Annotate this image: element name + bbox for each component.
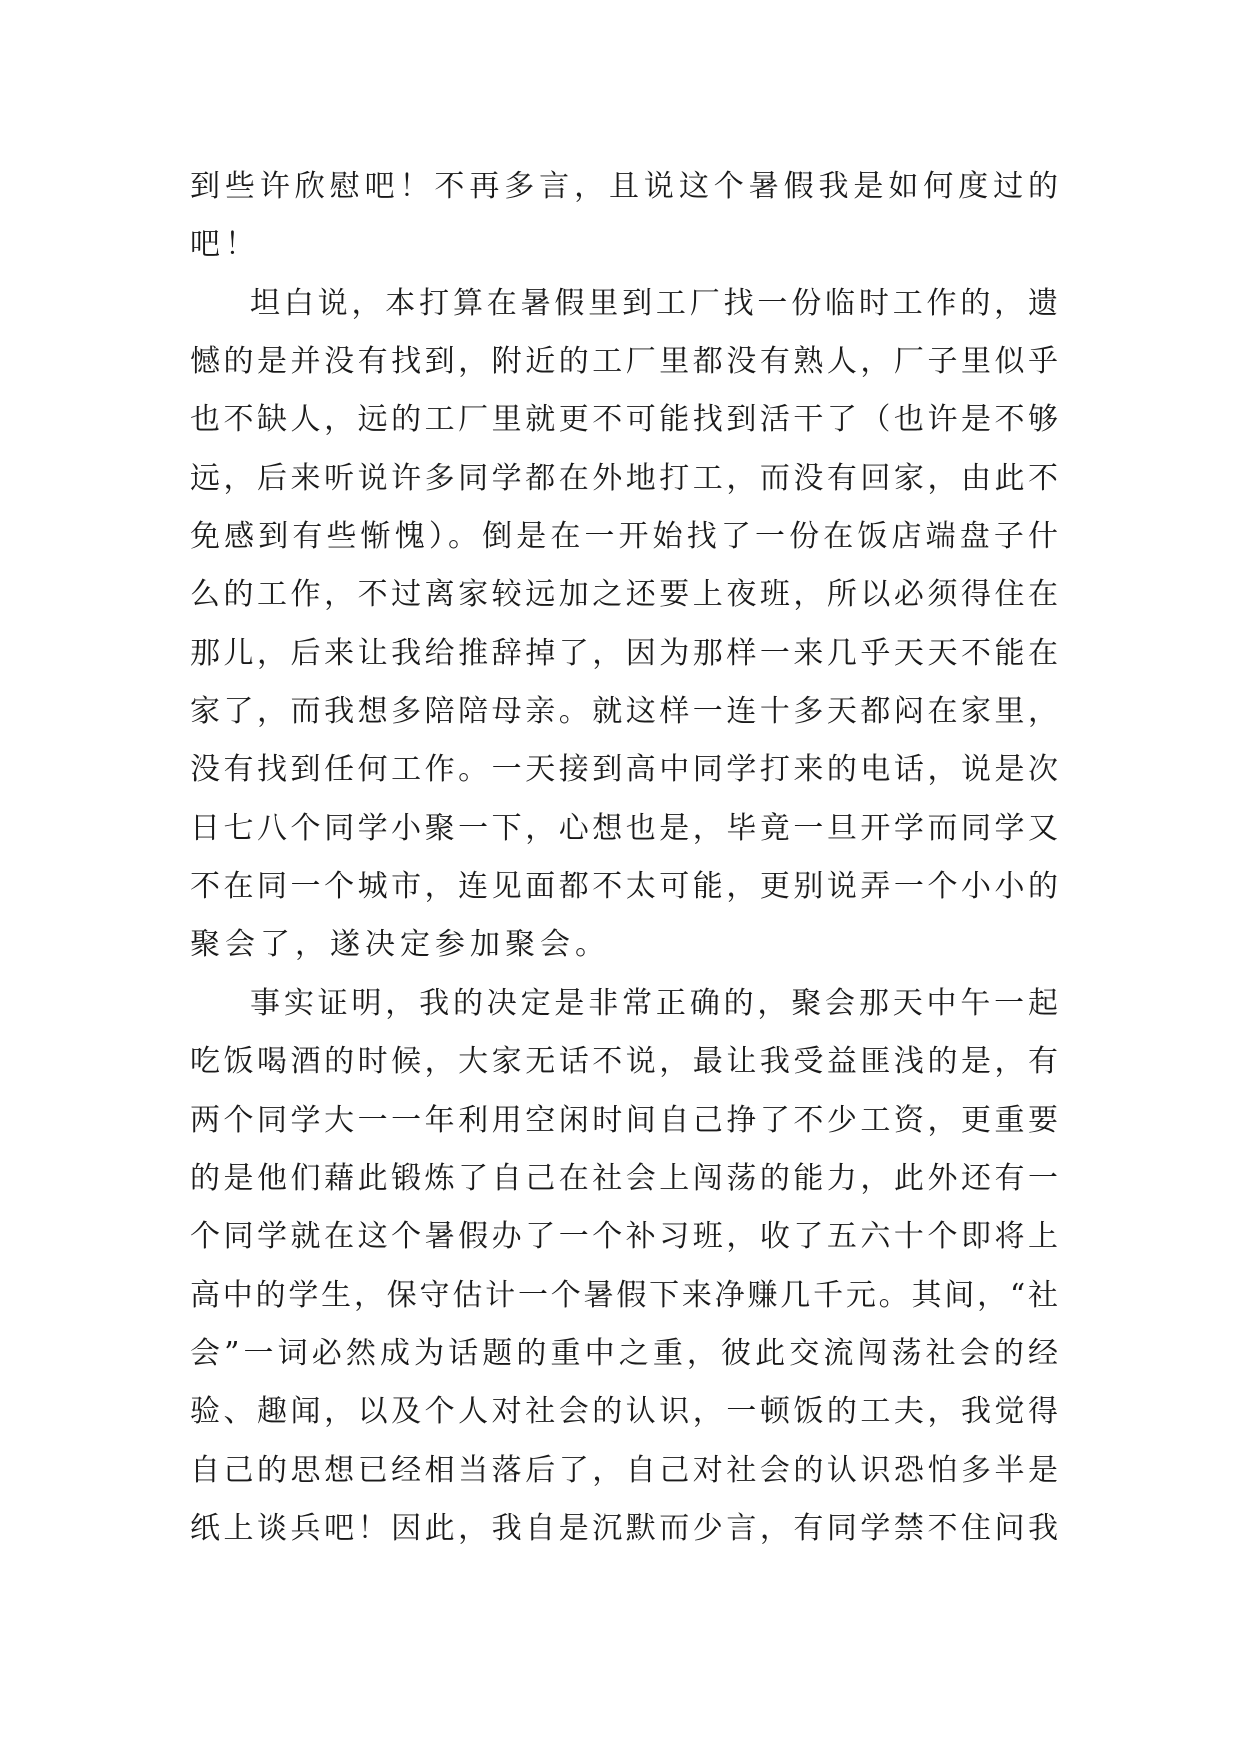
text-line: 吃饭喝酒的时候，大家无话不说，最让我受益匪浅的是，有 xyxy=(190,1044,1058,1080)
text-line: 验、趣闻，以及个人对社会的认识，一顿饭的工夫，我觉得 xyxy=(190,1394,1058,1430)
text-line: 免感到有些惭愧）。倒是在一开始找了一份在饭店端盘子什 xyxy=(190,519,1058,555)
text-line: 聚会了，遂决定参加聚会。 xyxy=(190,927,610,963)
text-line: 个同学就在这个暑假办了一个补习班，收了五六十个即将上 xyxy=(190,1219,1058,1255)
text-line: 高中的学生，保守估计一个暑假下来净赚几千元。其间，“社 xyxy=(190,1277,1058,1313)
text-line: 没有找到任何工作。一天接到高中同学打来的电话，说是次 xyxy=(190,752,1058,788)
text-line: 吧！ xyxy=(190,227,260,263)
text-line: 憾的是并没有找到，附近的工厂里都没有熟人，厂子里似乎 xyxy=(190,344,1058,380)
text-line: 那儿，后来让我给推辞掉了，因为那样一来几乎天天不能在 xyxy=(190,635,1058,671)
text-line: 两个同学大一一年利用空闲时间自己挣了不少工资，更重要 xyxy=(190,1102,1058,1138)
text-line: 会”一词必然成为话题的重中之重，彼此交流闯荡社会的经 xyxy=(190,1335,1058,1371)
text-line: 纸上谈兵吧！因此，我自是沉默而少言，有同学禁不住问我 xyxy=(190,1510,1058,1546)
paragraph-first-line: 事实证明，我的决定是非常正确的，聚会那天中午一起 xyxy=(250,985,1058,1021)
text-line: 远，后来听说许多同学都在外地打工，而没有回家，由此不 xyxy=(190,460,1058,496)
document-body xyxy=(190,158,1058,1558)
text-line: 家了，而我想多陪陪母亲。就这样一连十多天都闷在家里， xyxy=(190,694,1058,730)
text-line: 的是他们藉此锻炼了自己在社会上闯荡的能力，此外还有一 xyxy=(190,1160,1058,1196)
text-line: 不在同一个城市，连见面都不太可能，更别说弄一个小小的 xyxy=(190,869,1058,905)
text-line: 也不缺人，远的工厂里就更不可能找到活干了（也许是不够 xyxy=(190,402,1058,438)
text-line: 日七八个同学小聚一下，心想也是，毕竟一旦开学而同学又 xyxy=(190,810,1058,846)
text-line: 自己的思想已经相当落后了，自己对社会的认识恐怕多半是 xyxy=(190,1452,1058,1488)
text-line: 到些许欣慰吧！不再多言，且说这个暑假我是如何度过的 xyxy=(190,169,1058,204)
text-line: 么的工作，不过离家较远加之还要上夜班，所以必须得住在 xyxy=(190,577,1058,613)
paragraph-first-line: 坦白说，本打算在暑假里到工厂找一份临时工作的，遗 xyxy=(250,285,1058,321)
